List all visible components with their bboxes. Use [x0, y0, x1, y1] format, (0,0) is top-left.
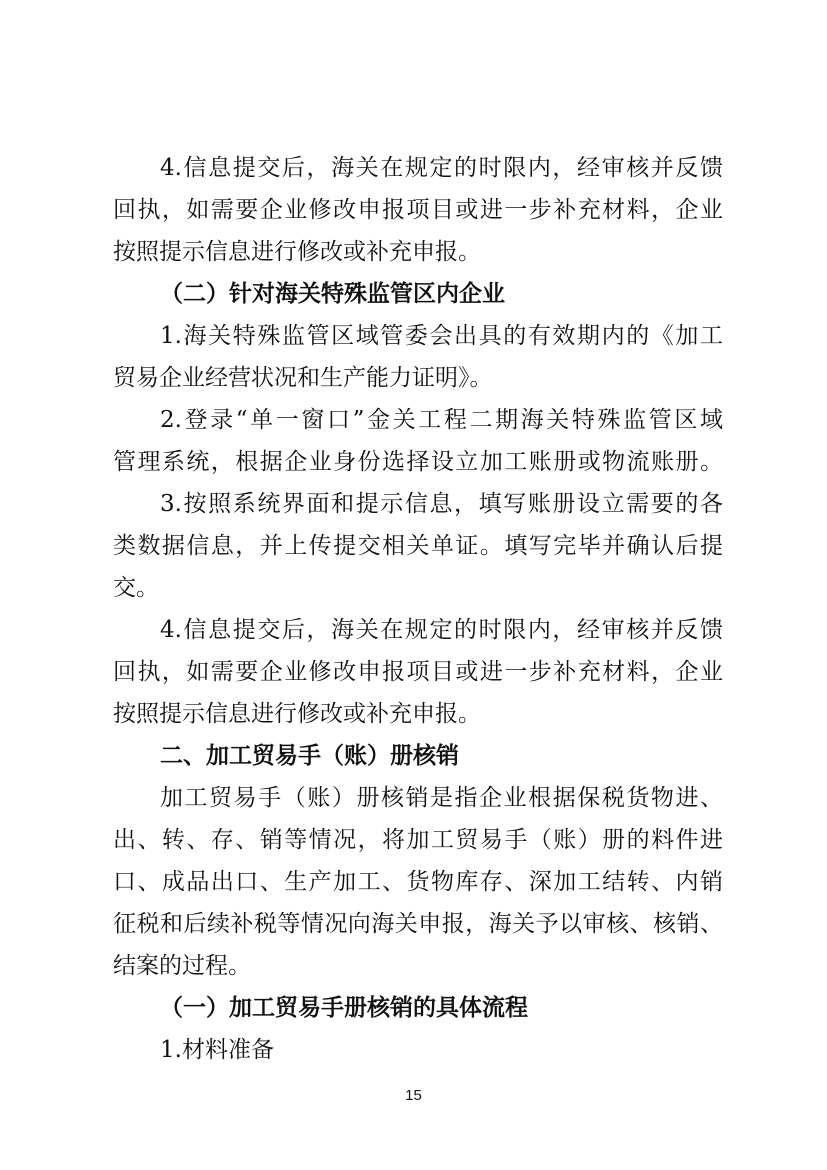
paragraph-line: 结案的过程。: [113, 953, 251, 979]
paragraph-line: 按照提示信息进行修改或补充申报。: [113, 701, 481, 727]
paragraph-line: 出、转、存、销等情况，将加工贸易手（账）册的料件进: [113, 827, 723, 853]
paragraph-line: 4.信息提交后，海关在规定的时限内，经审核并反馈: [160, 617, 723, 643]
paragraph-line: 1.材料准备: [160, 1037, 274, 1063]
paragraph-line: 4.信息提交后，海关在规定的时限内，经审核并反馈: [160, 155, 723, 181]
paragraph-line: 管理系统，根据企业身份选择设立加工账册或物流账册。: [113, 449, 723, 475]
paragraph-line: 2.登录“单一窗口”金关工程二期海关特殊监管区域: [160, 407, 723, 433]
paragraph-line: 交。: [113, 575, 159, 601]
paragraph-line: 类数据信息，并上传提交相关单证。填写完毕并确认后提: [113, 533, 723, 559]
paragraph-line: 1.海关特殊监管区域管委会出具的有效期内的《加工: [160, 323, 723, 349]
paragraph-line: 回执，如需要企业修改申报项目或进一步补充材料，企业: [113, 197, 723, 223]
section-heading: （一）加工贸易手册核销的具体流程: [160, 995, 528, 1021]
paragraph-line: 回执，如需要企业修改申报项目或进一步补充材料，企业: [113, 659, 723, 685]
chapter-heading: 二、加工贸易手（账）册核销: [160, 743, 459, 769]
paragraph-line: 按照提示信息进行修改或补充申报。: [113, 239, 481, 265]
section-heading: （二）针对海关特殊监管区内企业: [160, 281, 505, 307]
paragraph-line: 口、成品出口、生产加工、货物库存、深加工结转、内销: [113, 869, 723, 895]
paragraph-line: 3.按照系统界面和提示信息，填写账册设立需要的各: [160, 491, 723, 517]
paragraph-line: 加工贸易手（账）册核销是指企业根据保税货物进、: [160, 785, 723, 811]
paragraph-line: 贸易企业经营状况和生产能力证明》。: [113, 365, 493, 391]
paragraph-line: 征税和后续补税等情况向海关申报，海关予以审核、核销、: [113, 911, 723, 937]
page-number: 15: [405, 1087, 422, 1104]
